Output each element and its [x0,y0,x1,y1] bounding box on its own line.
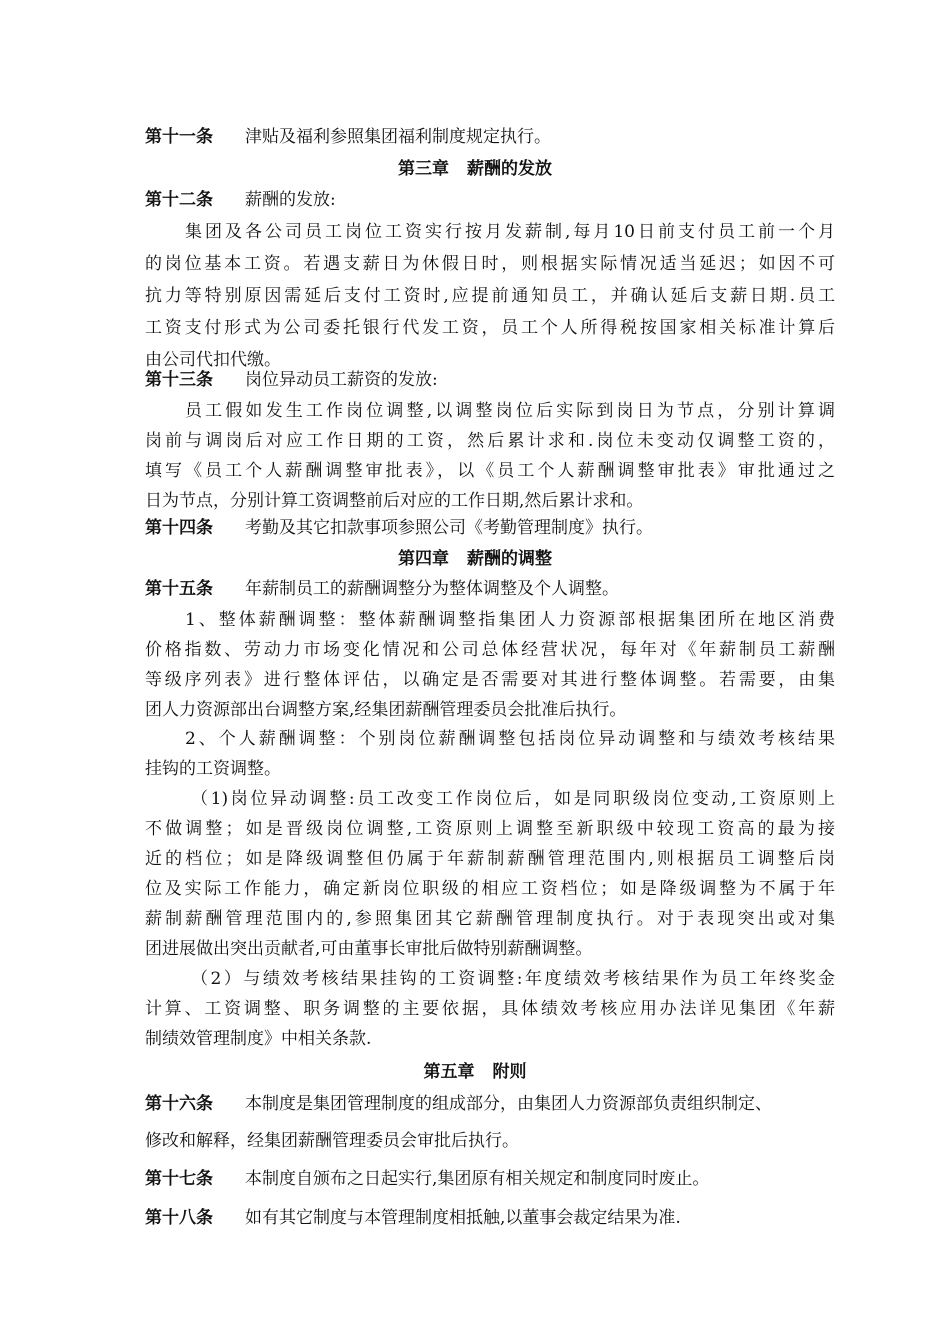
paragraph-line: 由公司代扣代缴。 [145,350,281,370]
article-11 [145,122,835,152]
chapter-title: 薪酬的调整 [467,549,552,569]
article-label: 第十八条 [145,1208,213,1228]
paragraph-line: 的岗位基本工资。若遇支薪日为休假日时，则根据实际情况适当延迟；如因不可 [145,254,835,274]
article-15 [145,574,835,604]
article-label: 第十七条 [145,1169,213,1189]
article-17 [145,1164,835,1194]
article-text: 岗位异动员工薪资的发放: [245,370,438,390]
article-16 [145,1089,835,1119]
article-label: 第十三条 [145,370,213,390]
paragraph-line: 计算、工资调整、职务调整的主要依据，具体绩效考核应用办法详见集团《年薪 [145,999,835,1019]
chapter-number: 第三章 [398,159,449,179]
chapter-5-heading [0,1057,950,1087]
paragraph-line: 填写《员工个人薪酬调整审批表》，以《员工个人薪酬调整审批表》审批通过之 [145,461,835,481]
paragraph-line: 工资支付形式为公司委托银行代发工资，员工个人所得税按国家相关标准计算后 [145,318,835,338]
paragraph-line: 2、个人薪酬调整：个别岗位薪酬调整包括岗位异动调整和与绩效考核结果 [185,729,835,749]
article-13 [145,365,835,395]
paragraph-line: （2）与绩效考核结果挂钩的工资调整:年度绩效考核结果作为员工年终奖金 [191,969,835,989]
article-label: 第十六条 [145,1094,213,1114]
paragraph-line: 制绩效管理制度》中相关条款. [145,1029,372,1049]
paragraph-line: （1)岗位异动调整:员工改变工作岗位后，如是同职级岗位变动,工资原则上 [191,789,835,809]
article-text: 薪酬的发放: [245,190,336,210]
paragraph-line: 薪制薪酬管理范围内的,参照集团其它薪酬管理制度执行。对于表现突出或对集 [145,909,835,929]
article-label: 第十二条 [145,190,213,210]
paragraph-line: 岗前与调岗后对应工作日期的工资，然后累计求和.岗位未变动仅调整工资的， [145,431,835,451]
paragraph-line: 价格指数、劳动力市场变化情况和公司总体经营状况，每年对《年薪制员工薪酬 [145,640,835,660]
article-text: 考勤及其它扣款事项参照公司《考勤管理制度》执行。 [245,518,653,538]
article-text: 如有其它制度与本管理制度相抵触,以董事会裁定结果为准. [245,1208,681,1228]
article-14 [145,513,835,543]
article-label: 第十一条 [145,127,213,147]
paragraph-line: 团进展做出突出贡献者,可由董事长审批后做特别薪酬调整。 [145,939,593,959]
article-12 [145,185,835,215]
paragraph-line: 等级序列表》进行整体评估，以确定是否需要对其进行整体调整。若需要，由集 [145,670,835,690]
paragraph-line: 员工假如发生工作岗位调整,以调整岗位后实际到岗日为节点，分别计算调 [185,401,835,421]
chapter-number: 第五章 [423,1062,475,1082]
chapter-title: 薪酬的发放 [467,159,552,179]
article-label: 第十五条 [145,579,213,599]
paragraph-line: 近的档位；如是降级调整但仍属于年薪制薪酬管理范围内,则根据员工调整后岗 [145,849,835,869]
paragraph-line: 集团及各公司员工岗位工资实行按月发薪制,每月10日前支付员工前一个月 [185,222,835,242]
chapter-title: 附则 [492,1062,527,1082]
paragraph-line: 日为节点，分别计算工资调整前后对应的工作日期,然后累计求和。 [145,491,644,511]
article-text: 本制度是集团管理制度的组成部分，由集团人力资源部负责组织制定、 [245,1094,772,1114]
article-text: 本制度自颁布之日起实行,集团原有相关规定和制度同时废止。 [245,1169,710,1189]
article-label: 第十四条 [145,518,213,538]
article-18 [145,1203,835,1233]
chapter-number: 第四章 [398,549,449,569]
paragraph-line: 修改和解释，经集团薪酬管理委员会审批后执行。 [145,1131,519,1151]
article-text: 津贴及福利参照集团福利制度规定执行。 [245,127,551,147]
chapter-4-heading [0,544,950,574]
paragraph-line: 不做调整；如是晋级岗位调整,工资原则上调整至新职级中较现工资高的最为接 [145,819,835,839]
paragraph-line: 挂钩的工资调整。 [145,759,281,779]
paragraph-line: 抗力等特别原因需延后支付工资时,应提前通知员工，并确认延后支薪日期.员工 [145,286,835,306]
paragraph-line: 团人力资源部出台调整方案,经集团薪酬管理委员会批准后执行。 [145,700,627,720]
paragraph-line: 1、整体薪酬调整：整体薪酬调整指集团人力资源部根据集团所在地区消费 [185,610,835,630]
article-text: 年薪制员工的薪酬调整分为整体调整及个人调整。 [245,579,619,599]
paragraph-line: 位及实际工作能力，确定新岗位职级的相应工资档位；如是降级调整为不属于年 [145,879,835,899]
chapter-3-heading [0,154,950,184]
